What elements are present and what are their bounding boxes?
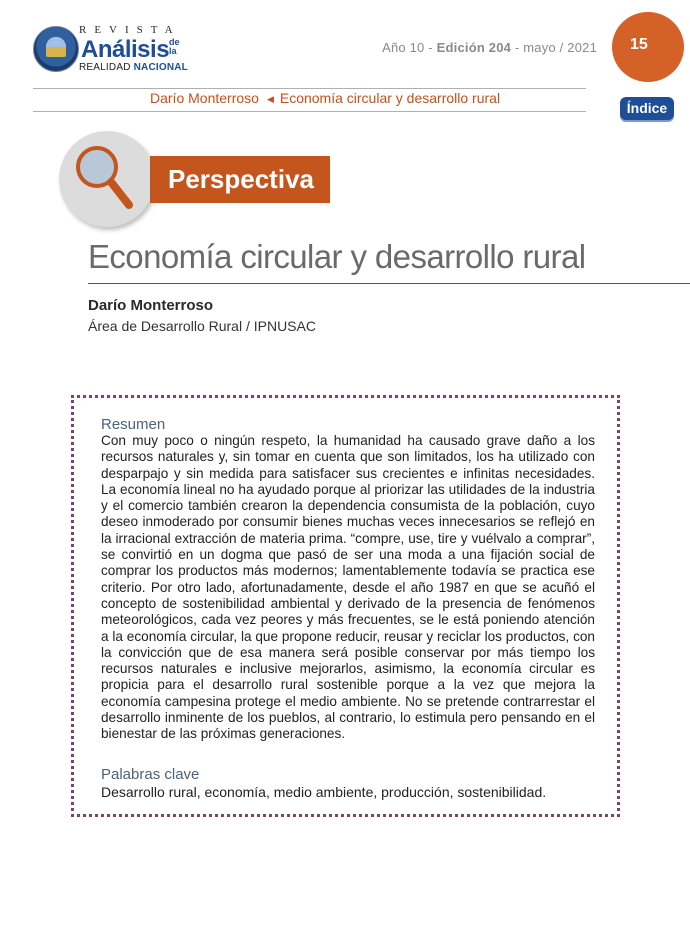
keywords-text: Desarrollo rural, economía, medio ambiente, producción, sostenibilidad. — [101, 784, 547, 800]
breadcrumb — [150, 90, 500, 106]
breadcrumb-title[interactable]: Economía circular y desarrollo rural — [279, 90, 501, 106]
article-author: Darío Monterroso — [88, 297, 214, 314]
issue-year: Año 10 — [382, 40, 425, 55]
university-seal-icon — [33, 26, 79, 72]
issue-sep: - — [428, 40, 433, 55]
issue-edition: Edición 204 — [436, 40, 512, 55]
abstract-box — [71, 395, 620, 817]
logo-de-la: de la — [169, 37, 180, 56]
logo-revista: REVISTA — [79, 24, 181, 36]
issue-info — [382, 40, 597, 55]
logo-realidad-nacional: REALIDAD NACIONAL — [79, 62, 188, 73]
breadcrumb-author[interactable]: Darío Monterroso — [150, 90, 259, 106]
abstract-text: Con muy poco o ningún respeto, la humanidad ha causado grave daño a los recursos naturales y, sin tomar en cuenta que son limitados, los ha utilizado con desparpajo y sin medida para satisfacer sus crecientes e infinitas necesidades. La economía lineal no ha ayudado porque al priorizar las utilidades de la industria y el comercio también crearon la dependencia consumista de la población, cuyo deseo inmoderado por consumir bienes muchas veces innecesarios se reflejó en la irracional extracción de materia prima. “compre, use, tire y vuélvalo a comprar”, se convirtió en un dogma que pasó de ser una moda a una fijación social de comprar los productos más modernos; lamentablemente todavía se practica ese criterio. Por otro lado, afortunadamente, desde el año 1987 en que se acuñó el concepto de sostenibilidad ambiental y derivado de la presencia de fenómenos meteorológicos, cada vez peores y más frecuentes, se le está poniendo atención a la economía circular, la que propone reducir, reusar y reciclar los productos, con la convicción que de esa manera será posible conservar por más tiempo los recursos naturales e inclusive mejorarlos, asimismo, la economía circular es propicia para el desarrollo rural sostenible porque a la vez que mejora la economía campesina protege el medio ambiente. No se pretende contrarrestar el desarrollo inminente de los pueblos, al contrario, lo estimula pero pensando en el bienestar de las próximas generaciones. — [101, 433, 595, 742]
author-affiliation: Área de Desarrollo Rural / IPNUSAC — [88, 318, 316, 334]
issue-date: mayo / 2021 — [523, 40, 597, 55]
magnifying-glass-icon — [59, 131, 155, 227]
section-label-text: Perspectiva — [168, 164, 314, 194]
logo-analisis: Análisis — [81, 36, 170, 63]
abstract-heading: Resumen — [101, 416, 166, 433]
page-number: 15 — [630, 36, 648, 53]
page-number-badge — [612, 12, 684, 82]
keywords-heading: Palabras clave — [101, 766, 200, 783]
magnifying-glass-badge — [59, 131, 155, 227]
header-divider-top — [33, 88, 586, 89]
triangle-left-icon: ◀ — [266, 93, 274, 104]
index-button[interactable]: Índice — [620, 97, 674, 120]
article-title: Economía circular y desarrollo rural — [88, 238, 586, 275]
section-label — [150, 156, 330, 203]
header-divider-bottom — [33, 111, 586, 112]
journal-logo — [33, 22, 193, 78]
issue-sep: - — [514, 40, 520, 55]
title-divider — [88, 283, 690, 284]
